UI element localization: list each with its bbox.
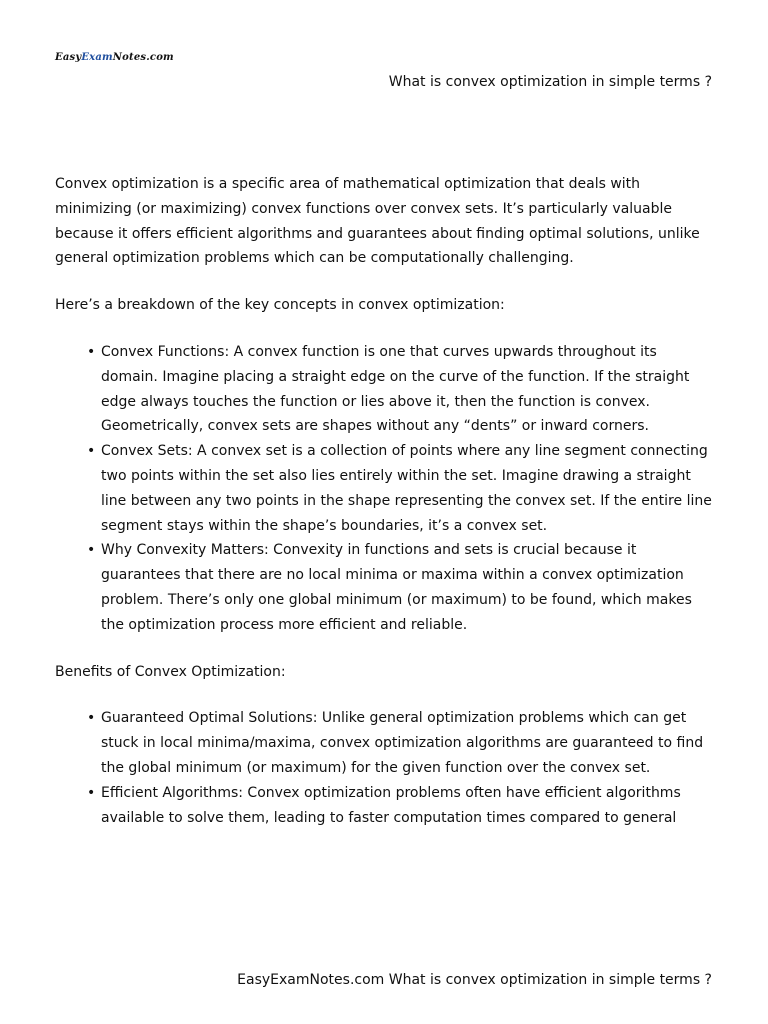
logo-text-exam: Exam (81, 52, 113, 63)
list-item (87, 781, 715, 831)
bullet-icon: • (87, 343, 96, 360)
benefits-list (55, 706, 715, 830)
list-item (87, 538, 715, 637)
site-logo (55, 52, 174, 63)
benefits-heading: Benefits of Convex Optimization: (55, 663, 286, 680)
list-item (87, 439, 715, 538)
list-item-text: Efficient Algorithms: Convex optimization problems often have efficient algorithms available to solve them, leading to faster computation times compared to general (101, 784, 681, 826)
logo-text-notes: Notes.com (112, 52, 174, 63)
list-item-text: Convex Sets: A convex set is a collection of points where any line segment connecting two points within the set also lies entirely within the set. Imagine drawing a straight line between any two points in the shape representing the convex set. If the entire line segment stays within the shape’s boundaries, it’s a convex set. (101, 443, 712, 534)
intro-paragraph: Convex optimization is a specific area of mathematical optimization that deals with minimizing (or maximizing) convex functions over convex sets. It’s particularly valuable because it offers efficient algorithms and guarantees about finding optimal solutions, unlike general optimization problems which can be computationally challenging. (55, 176, 700, 267)
bullet-icon: • (87, 443, 96, 460)
logo-text-easy: Easy (55, 52, 82, 63)
list-item-text: Guaranteed Optimal Solutions: Unlike general optimization problems which can get stuck in local minima/maxima, convex optimization algorithms are guaranteed to find the global minimum (or maximum) for the given function over the convex set. (101, 710, 704, 776)
concepts-list (55, 340, 715, 638)
list-item (87, 340, 715, 439)
page-footer: EasyExamNotes.com What is convex optimization in simple terms ? (237, 972, 712, 988)
breakdown-heading: Here’s a breakdown of the key concepts in convex optimization: (55, 297, 505, 314)
document-body (55, 172, 715, 852)
bullet-icon: • (87, 542, 96, 559)
list-item (87, 706, 715, 780)
bullet-icon: • (87, 710, 96, 727)
bullet-icon: • (87, 784, 96, 801)
page-header-title: What is convex optimization in simple terms ? (388, 74, 712, 90)
list-item-text: Why Convexity Matters: Convexity in functions and sets is crucial because it guarantees that there are no local minima or maxima within a convex optimization problem. There’s only one global minimum (or maximum) to be found, which makes the optimization process more efficient and reliable. (101, 542, 692, 633)
list-item-text: Convex Functions: A convex function is one that curves upwards throughout its domain. Imagine placing a straight edge on the curve of the function. If the straight edge always touches the function or lies above it, then the function is convex. Geometrically, convex sets are shapes without any “dents” or inward corners. (101, 343, 690, 435)
